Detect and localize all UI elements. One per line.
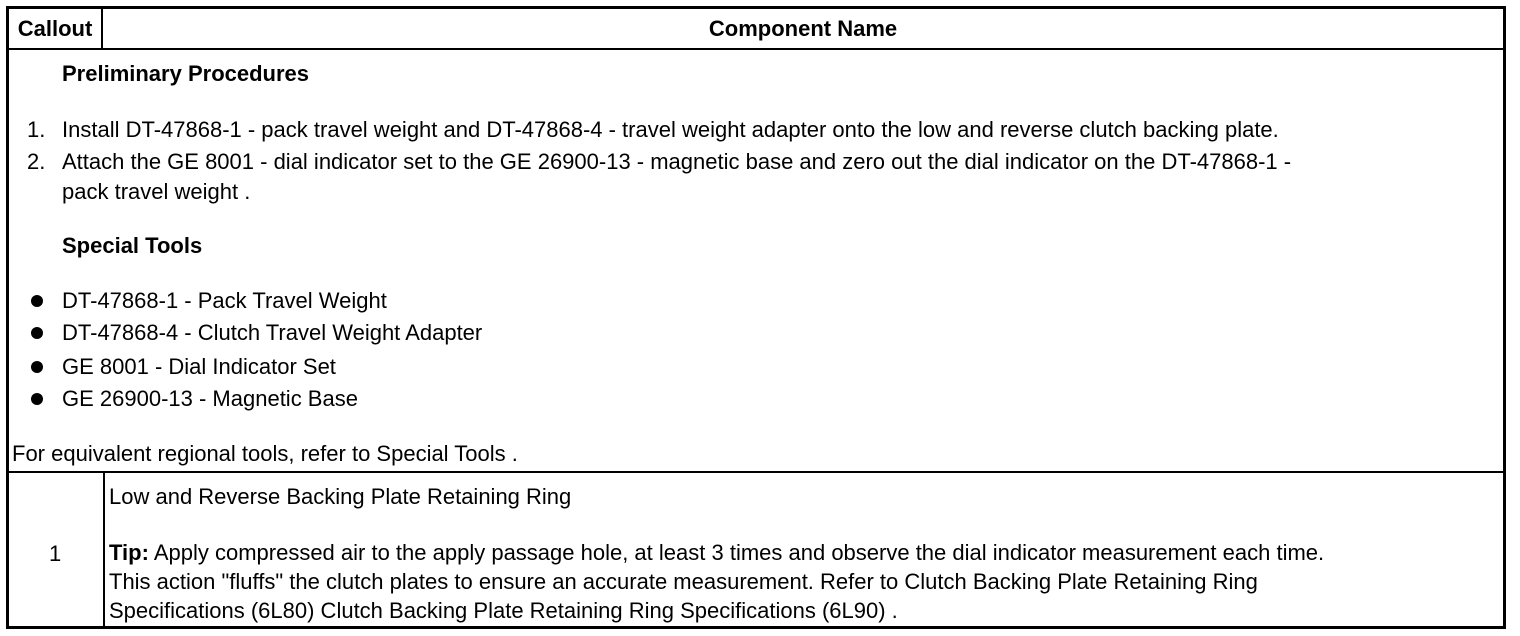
tip-text-line: Apply compressed air to the apply passage hole, at least 3 times and observe the dial indicator measurement each time. [148,540,1325,565]
table-header-row [9,9,1503,50]
header-component-name: Component Name [708,15,898,41]
step-text-continued: pack travel weight . [62,179,251,204]
regional-tools-note: For equivalent regional tools, refer to Special Tools . [12,441,518,466]
step-text: Install DT-47868-1 - pack travel weight and DT-47868-4 - travel weight adapter onto the low and reverse clutch backing plate. [62,117,1279,142]
bullet-icon [31,361,43,373]
component-name: Low and Reverse Backing Plate Retaining Ring [109,484,572,509]
bullet-icon [31,393,43,405]
special-tool-item: DT-47868-4 - Clutch Travel Weight Adapter [62,320,483,345]
special-tool-item: GE 8001 - Dial Indicator Set [62,354,336,379]
special-tool-item: DT-47868-1 - Pack Travel Weight [62,288,387,313]
component-table [6,6,1506,629]
column-divider [103,471,105,626]
special-tools-heading: Special Tools [62,233,203,258]
preliminary-heading: Preliminary Procedures [62,61,310,86]
bullet-icon [31,327,43,339]
header-callout: Callout [9,9,103,48]
callout-number: 1 [49,541,62,566]
row-divider [9,471,1503,473]
bullet-icon [31,295,43,307]
special-tool-item: GE 26900-13 - Magnetic Base [62,386,358,411]
tip-text-line: Specifications (6L80) Clutch Backing Plate Retaining Ring Specifications (6L90) . [109,598,898,623]
tip-label: Tip: [109,540,149,565]
step-text: Attach the GE 8001 - dial indicator set to the GE 26900-13 - magnetic base and zero out the dial indicator on the DT-47868-1 - [62,149,1292,174]
tip-text [109,538,1324,568]
step-number: 2. [27,149,46,174]
step-number: 1. [27,117,46,142]
tip-text-line: This action "fluffs" the clutch plates to ensure an accurate measurement. Refer to Clutch Backing Plate Retaining Ring [109,569,1258,594]
